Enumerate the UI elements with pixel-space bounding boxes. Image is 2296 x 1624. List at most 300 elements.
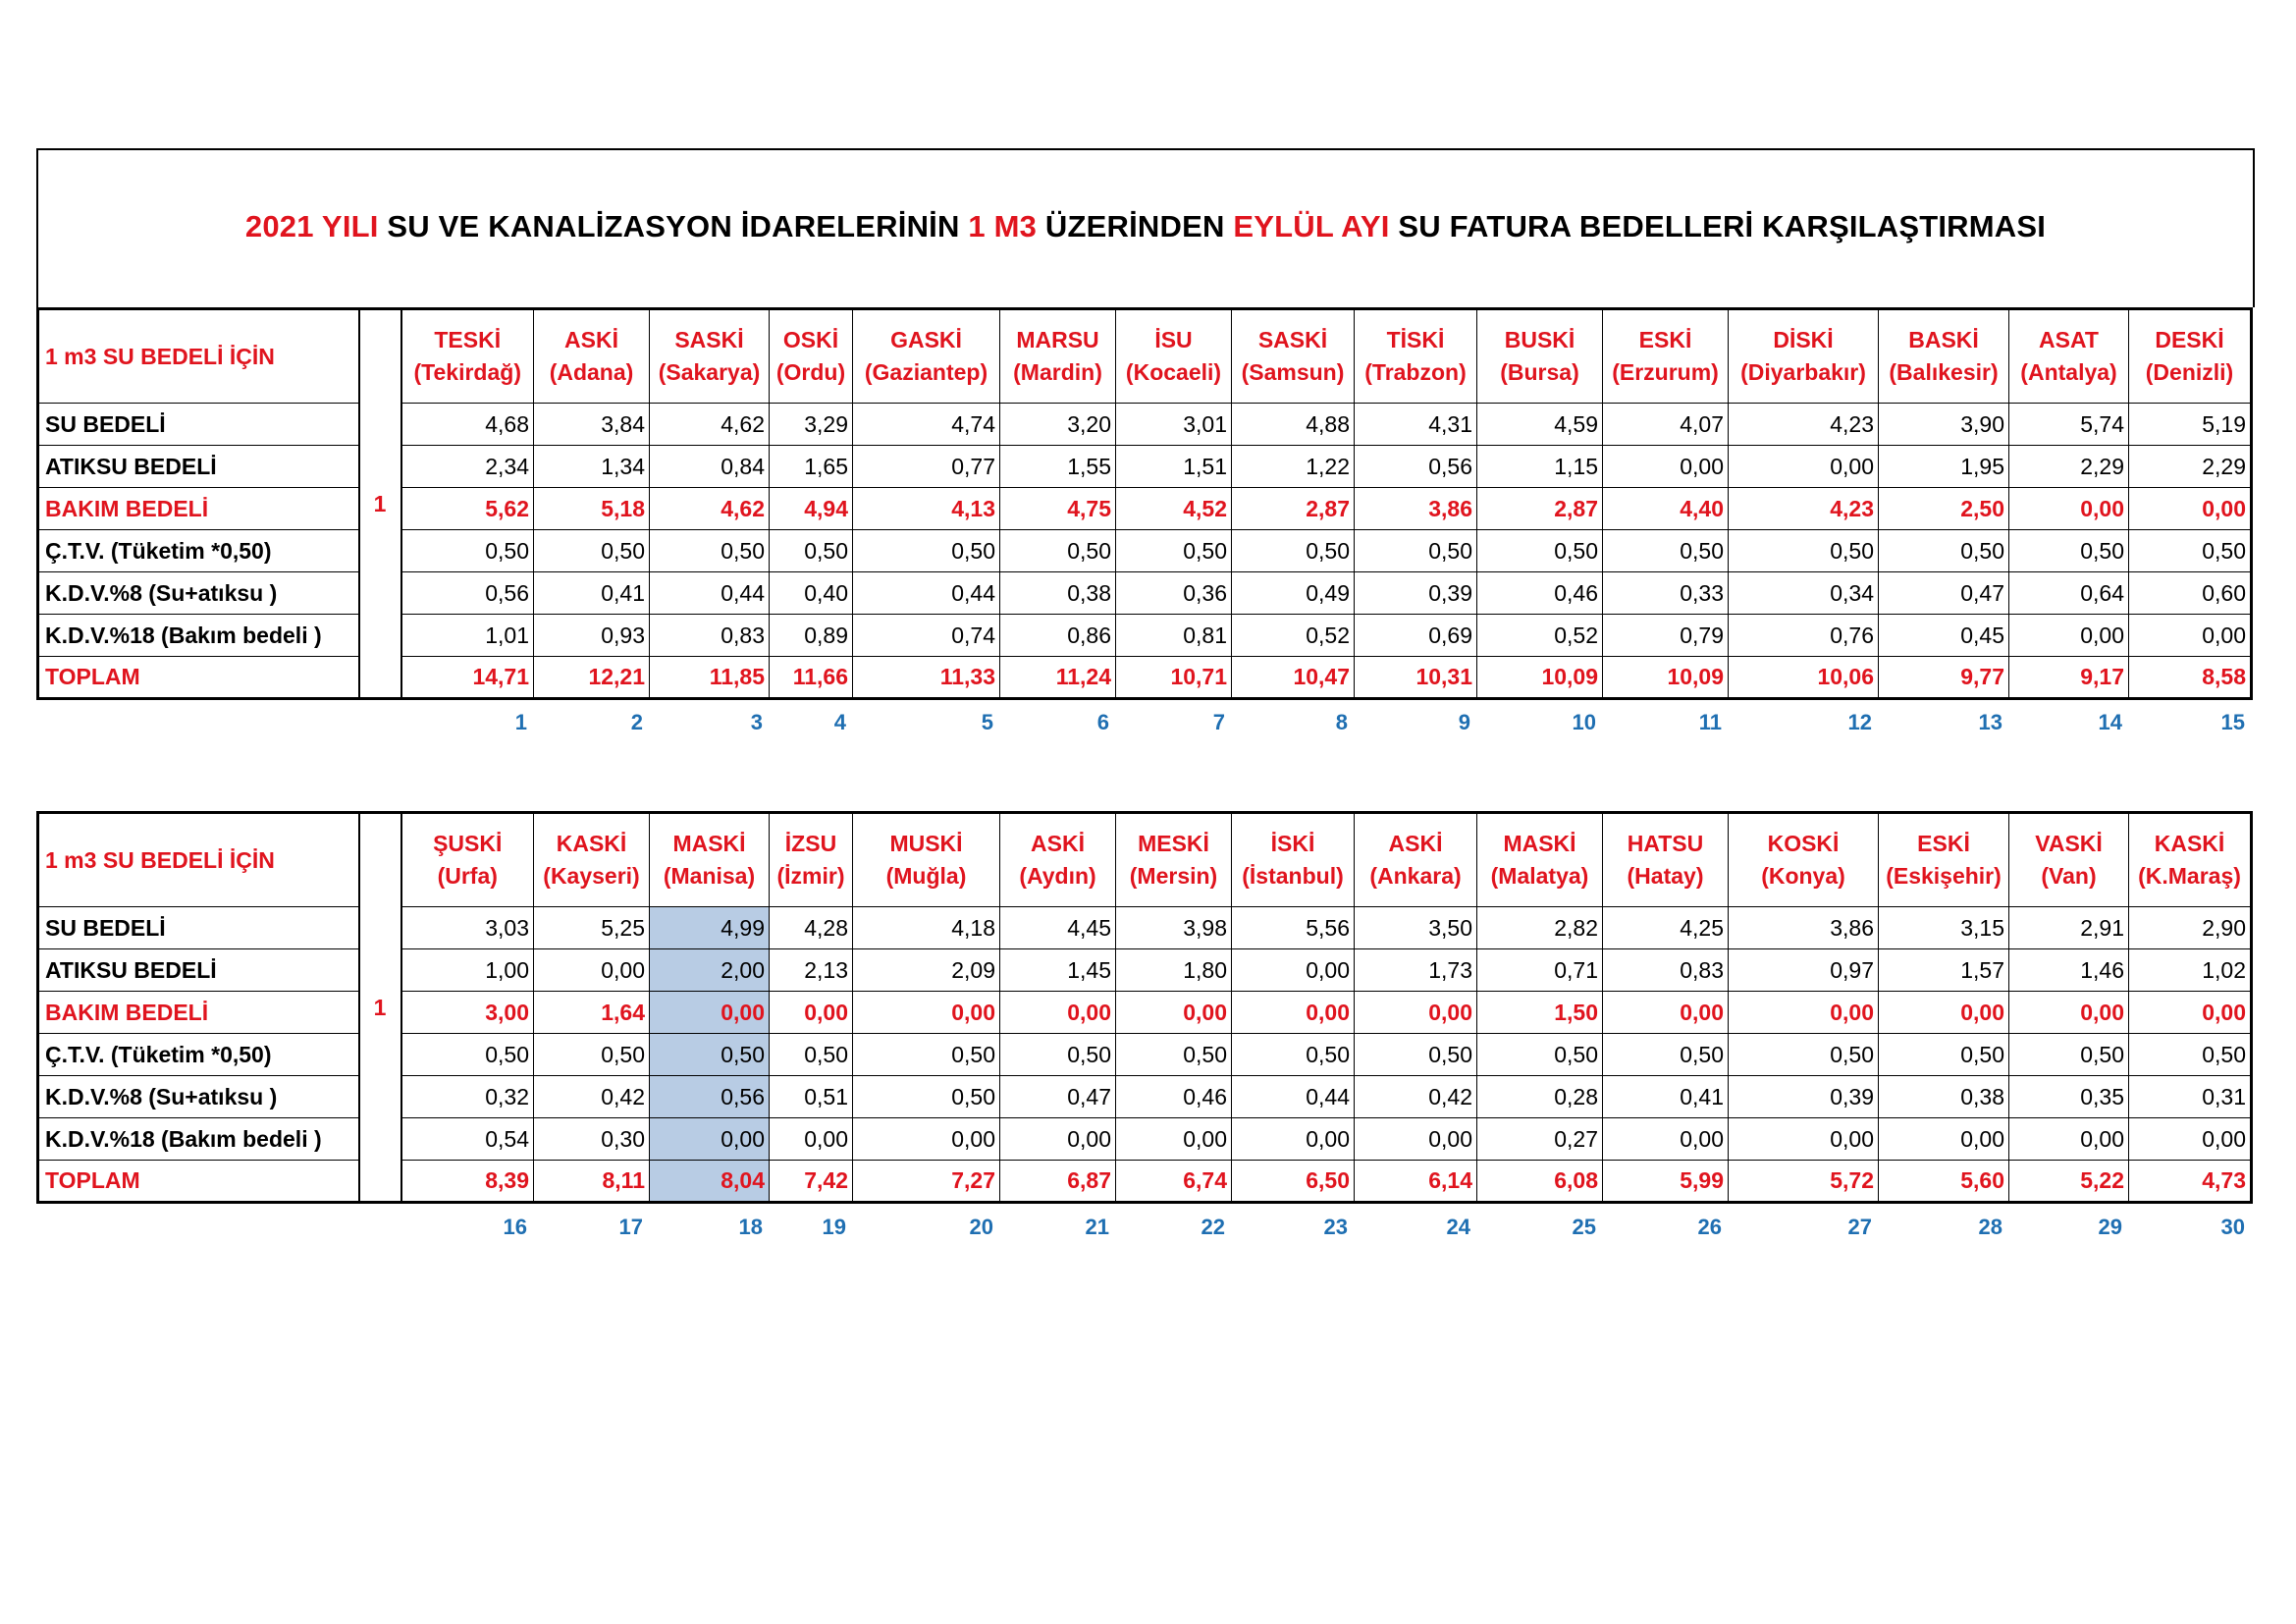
- title-month: EYLÜL AYI: [1233, 209, 1390, 244]
- column-header: [1355, 813, 1477, 907]
- rank-number: 14: [2098, 710, 2122, 734]
- utility-city: (Erzurum): [1612, 359, 1719, 385]
- utility-city: (Kocaeli): [1125, 359, 1222, 385]
- value-cell: 0,60: [2129, 572, 2252, 615]
- value-cell: 5,60: [1879, 1161, 2009, 1203]
- value-cell: 0,00: [1729, 446, 1879, 488]
- value-cell: 6,08: [1477, 1161, 1603, 1203]
- value-cell: 3,15: [1879, 907, 2009, 949]
- utility-city: (Manisa): [663, 863, 756, 889]
- value-cell: 2,29: [2129, 446, 2252, 488]
- value-cell: 0,71: [1477, 949, 1603, 992]
- value-cell: 0,32: [401, 1076, 534, 1118]
- row-label: SU BEDELİ: [38, 907, 359, 949]
- value-cell: 4,68: [401, 404, 534, 446]
- value-cell: 0,50: [1116, 1034, 1232, 1076]
- value-cell: 10,06: [1729, 657, 1879, 699]
- value-cell: 0,38: [1879, 1076, 2009, 1118]
- utility-city: (K.Maraş): [2138, 863, 2241, 889]
- value-cell: 0,00: [2009, 1118, 2129, 1161]
- value-cell: 3,90: [1879, 404, 2009, 446]
- column-header: [650, 309, 770, 404]
- utility-name: SASKİ: [674, 327, 744, 352]
- value-cell: 0,00: [1879, 992, 2009, 1034]
- value-cell: 0,50: [401, 1034, 534, 1076]
- utility-name: İZSU: [784, 831, 837, 856]
- column-header: [1879, 813, 2009, 907]
- value-cell: 0,54: [401, 1118, 534, 1161]
- value-cell: 0,50: [1879, 530, 2009, 572]
- value-cell: 0,69: [1355, 615, 1477, 657]
- rank-number: 12: [1847, 710, 1872, 734]
- column-header: [770, 309, 853, 404]
- header-label: 1 m3 SU BEDELİ İÇİN: [38, 813, 359, 907]
- utility-city: (Sakarya): [658, 359, 761, 385]
- value-cell: 0,36: [1116, 572, 1232, 615]
- value-cell: 0,00: [770, 1118, 853, 1161]
- rank-row-2: [400, 1215, 2250, 1240]
- utility-name: MARSU: [1016, 327, 1099, 352]
- row-label: BAKIM BEDELİ: [38, 992, 359, 1034]
- value-cell: 4,13: [853, 488, 1000, 530]
- column-header: [2129, 309, 2252, 404]
- title-unit: 1 M3: [968, 209, 1038, 244]
- value-cell: 8,04: [650, 1161, 770, 1203]
- value-cell: 1,65: [770, 446, 853, 488]
- value-cell: 0,00: [2129, 992, 2252, 1034]
- value-cell: 2,50: [1879, 488, 2009, 530]
- value-cell: 10,71: [1116, 657, 1232, 699]
- utility-city: (Tekirdağ): [413, 359, 521, 385]
- value-cell: 0,00: [853, 992, 1000, 1034]
- value-cell: 0,00: [650, 1118, 770, 1161]
- rank-number: 19: [822, 1215, 846, 1239]
- rank-number: 5: [981, 710, 993, 734]
- value-cell: 0,42: [1355, 1076, 1477, 1118]
- rank-number: 22: [1201, 1215, 1225, 1239]
- value-cell: 0,46: [1477, 572, 1603, 615]
- value-cell: 0,00: [2009, 488, 2129, 530]
- value-cell: 1,00: [401, 949, 534, 992]
- title-box: [36, 148, 2255, 307]
- title-year: 2021 YILI: [244, 209, 379, 244]
- utility-name: MASKİ: [672, 831, 746, 856]
- value-cell: 11,24: [1000, 657, 1116, 699]
- value-cell: 4,45: [1000, 907, 1116, 949]
- rank-number: 24: [1446, 1215, 1470, 1239]
- value-cell: 1,80: [1116, 949, 1232, 992]
- value-cell: 1,46: [2009, 949, 2129, 992]
- value-cell: 8,58: [2129, 657, 2252, 699]
- value-cell: 4,75: [1000, 488, 1116, 530]
- value-cell: 2,87: [1232, 488, 1355, 530]
- value-cell: 0,50: [853, 1034, 1000, 1076]
- value-cell: 0,81: [1116, 615, 1232, 657]
- utility-city: (Adana): [549, 359, 634, 385]
- rank-number: 1: [514, 710, 527, 734]
- utility-city: (Trabzon): [1364, 359, 1467, 385]
- value-cell: 5,19: [2129, 404, 2252, 446]
- utility-name: ASKİ: [1031, 831, 1085, 856]
- utility-name: ASAT: [2039, 327, 2099, 352]
- value-cell: 8,39: [401, 1161, 534, 1203]
- value-cell: 3,29: [770, 404, 853, 446]
- value-cell: 0,50: [770, 1034, 853, 1076]
- fatura-table-2: [36, 811, 2253, 1204]
- utility-name: ESKİ: [1917, 831, 1970, 856]
- value-cell: 1,64: [534, 992, 650, 1034]
- value-cell: 5,62: [401, 488, 534, 530]
- value-cell: 0,00: [534, 949, 650, 992]
- rank-number: 16: [503, 1215, 527, 1239]
- value-cell: 0,00: [1729, 992, 1879, 1034]
- utility-name: MESKİ: [1138, 831, 1209, 856]
- utility-city: (Konya): [1761, 863, 1845, 889]
- value-cell: 0,56: [650, 1076, 770, 1118]
- value-cell: 4,31: [1355, 404, 1477, 446]
- rank-number: 20: [969, 1215, 993, 1239]
- title-text-1: SU VE KANALİZASYON İDARELERİNİN: [378, 209, 969, 244]
- utility-city: (Aydın): [1019, 863, 1096, 889]
- value-cell: 5,25: [534, 907, 650, 949]
- utility-city: (Bursa): [1500, 359, 1579, 385]
- rank-number: 25: [1572, 1215, 1596, 1239]
- value-cell: 4,25: [1603, 907, 1729, 949]
- value-cell: 10,47: [1232, 657, 1355, 699]
- value-cell: 5,72: [1729, 1161, 1879, 1203]
- utility-city: (Ankara): [1369, 863, 1462, 889]
- page-title: [38, 209, 2253, 244]
- column-header: [401, 813, 534, 907]
- utility-name: TİSKİ: [1386, 327, 1445, 352]
- utility-city: (İstanbul): [1242, 863, 1344, 889]
- value-cell: 0,35: [2009, 1076, 2129, 1118]
- value-cell: 0,41: [1603, 1076, 1729, 1118]
- rank-number: 23: [1323, 1215, 1348, 1239]
- value-cell: 2,34: [401, 446, 534, 488]
- value-cell: 4,62: [650, 488, 770, 530]
- utility-city: (Hatay): [1627, 863, 1704, 889]
- value-cell: 2,13: [770, 949, 853, 992]
- rank-number: 11: [1698, 710, 1722, 734]
- value-cell: 4,18: [853, 907, 1000, 949]
- value-cell: 4,94: [770, 488, 853, 530]
- value-cell: 1,51: [1116, 446, 1232, 488]
- value-cell: 0,44: [650, 572, 770, 615]
- value-cell: 0,50: [853, 1076, 1000, 1118]
- utility-name: GASKİ: [890, 327, 962, 352]
- rank-number: 29: [2098, 1215, 2122, 1239]
- value-cell: 0,00: [770, 992, 853, 1034]
- value-cell: 0,31: [2129, 1076, 2252, 1118]
- value-cell: 0,00: [1603, 446, 1729, 488]
- value-cell: 4,62: [650, 404, 770, 446]
- utility-city: (Balıkesir): [1889, 359, 1999, 385]
- value-cell: 3,03: [401, 907, 534, 949]
- value-cell: 0,50: [1232, 1034, 1355, 1076]
- utility-city: (Muğla): [885, 863, 967, 889]
- value-cell: 0,34: [1729, 572, 1879, 615]
- value-cell: 10,09: [1477, 657, 1603, 699]
- utility-name: BASKİ: [1908, 327, 1979, 352]
- value-cell: 3,20: [1000, 404, 1116, 446]
- row-label: TOPLAM: [38, 1161, 359, 1203]
- rank-number: 18: [738, 1215, 763, 1239]
- utility-name: HATSU: [1627, 831, 1704, 856]
- rank-number: 21: [1085, 1215, 1109, 1239]
- row-label: SU BEDELİ: [38, 404, 359, 446]
- value-cell: 0,00: [1000, 992, 1116, 1034]
- value-cell: 0,50: [1729, 530, 1879, 572]
- value-cell: 0,00: [1116, 1118, 1232, 1161]
- column-header: [1729, 813, 1879, 907]
- column-header: [1477, 309, 1603, 404]
- value-cell: 0,50: [534, 1034, 650, 1076]
- column-header: [853, 813, 1000, 907]
- column-header: [1116, 813, 1232, 907]
- utility-name: İSU: [1154, 327, 1193, 352]
- value-cell: 1,73: [1355, 949, 1477, 992]
- column-header: [2009, 813, 2129, 907]
- value-cell: 0,00: [1000, 1118, 1116, 1161]
- value-cell: 0,00: [650, 992, 770, 1034]
- value-cell: 0,50: [650, 530, 770, 572]
- header-row: [38, 309, 2252, 404]
- value-cell: 1,02: [2129, 949, 2252, 992]
- value-cell: 0,00: [1879, 1118, 2009, 1161]
- value-cell: 9,77: [1879, 657, 2009, 699]
- header-label: 1 m3 SU BEDELİ İÇİN: [38, 309, 359, 404]
- value-cell: 0,39: [1355, 572, 1477, 615]
- value-cell: 0,33: [1603, 572, 1729, 615]
- value-cell: 0,52: [1477, 615, 1603, 657]
- value-cell: 0,50: [1000, 1034, 1116, 1076]
- utility-city: (Kayseri): [543, 863, 640, 889]
- row-label: Ç.T.V. (Tüketim *0,50): [38, 530, 359, 572]
- value-cell: 0,79: [1603, 615, 1729, 657]
- column-header: [534, 813, 650, 907]
- column-header: [2009, 309, 2129, 404]
- value-cell: 0,00: [2129, 1118, 2252, 1161]
- utility-city: (Urfa): [437, 863, 498, 889]
- value-cell: 0,00: [1603, 992, 1729, 1034]
- value-cell: 0,50: [770, 530, 853, 572]
- value-cell: 0,42: [534, 1076, 650, 1118]
- value-cell: 10,09: [1603, 657, 1729, 699]
- rank-number: 4: [833, 710, 846, 734]
- row-label: K.D.V.%8 (Su+atıksu ): [38, 1076, 359, 1118]
- group-number: 1: [359, 309, 401, 699]
- value-cell: 11,33: [853, 657, 1000, 699]
- value-cell: 6,74: [1116, 1161, 1232, 1203]
- value-cell: 11,85: [650, 657, 770, 699]
- value-cell: 0,50: [1603, 530, 1729, 572]
- value-cell: 0,00: [2009, 615, 2129, 657]
- column-header: [2129, 813, 2252, 907]
- value-cell: 5,99: [1603, 1161, 1729, 1203]
- rank-number: 2: [630, 710, 643, 734]
- utility-name: DESKİ: [2155, 327, 2224, 352]
- value-cell: 0,50: [650, 1034, 770, 1076]
- value-cell: 0,44: [853, 572, 1000, 615]
- row-label: TOPLAM: [38, 657, 359, 699]
- value-cell: 0,50: [2009, 1034, 2129, 1076]
- value-cell: 0,28: [1477, 1076, 1603, 1118]
- utility-city: (Samsun): [1241, 359, 1345, 385]
- value-cell: 0,83: [650, 615, 770, 657]
- value-cell: 7,42: [770, 1161, 853, 1203]
- column-header: [1355, 309, 1477, 404]
- utility-name: KOSKİ: [1767, 831, 1840, 856]
- column-header: [1000, 309, 1116, 404]
- value-cell: 0,84: [650, 446, 770, 488]
- value-cell: 1,45: [1000, 949, 1116, 992]
- column-header: [770, 813, 853, 907]
- value-cell: 4,99: [650, 907, 770, 949]
- value-cell: 0,47: [1879, 572, 2009, 615]
- value-cell: 4,59: [1477, 404, 1603, 446]
- utility-name: TESKİ: [434, 327, 502, 352]
- utility-city: (Antalya): [2020, 359, 2117, 385]
- value-cell: 0,50: [2129, 1034, 2252, 1076]
- value-cell: 3,00: [401, 992, 534, 1034]
- value-cell: 0,50: [2129, 530, 2252, 572]
- value-cell: 3,01: [1116, 404, 1232, 446]
- row-label: K.D.V.%8 (Su+atıksu ): [38, 572, 359, 615]
- value-cell: 6,14: [1355, 1161, 1477, 1203]
- value-cell: 0,00: [1603, 1118, 1729, 1161]
- value-cell: 3,50: [1355, 907, 1477, 949]
- rank-row-1: [400, 710, 2250, 735]
- value-cell: 0,00: [1355, 992, 1477, 1034]
- value-cell: 0,50: [1729, 1034, 1879, 1076]
- utility-name: VASKİ: [2035, 831, 2103, 856]
- value-cell: 1,22: [1232, 446, 1355, 488]
- value-cell: 5,74: [2009, 404, 2129, 446]
- value-cell: 0,50: [1477, 1034, 1603, 1076]
- row-label: ATIKSU BEDELİ: [38, 949, 359, 992]
- value-cell: 0,39: [1729, 1076, 1879, 1118]
- value-cell: 0,00: [1116, 992, 1232, 1034]
- rank-number: 8: [1335, 710, 1348, 734]
- value-cell: 0,50: [1232, 530, 1355, 572]
- utility-name: ESKİ: [1638, 327, 1692, 352]
- value-cell: 14,71: [401, 657, 534, 699]
- value-cell: 1,57: [1879, 949, 2009, 992]
- value-cell: 0,97: [1729, 949, 1879, 992]
- value-cell: 0,50: [2009, 530, 2129, 572]
- column-header: [1000, 813, 1116, 907]
- value-cell: 0,00: [853, 1118, 1000, 1161]
- utility-name: MASKİ: [1503, 831, 1576, 856]
- value-cell: 0,30: [534, 1118, 650, 1161]
- value-cell: 6,87: [1000, 1161, 1116, 1203]
- utility-city: (Denizli): [2145, 359, 2234, 385]
- value-cell: 2,82: [1477, 907, 1603, 949]
- rank-number: 7: [1212, 710, 1225, 734]
- title-text-2: ÜZERİNDEN: [1037, 209, 1234, 244]
- value-cell: 2,90: [2129, 907, 2252, 949]
- value-cell: 0,50: [401, 530, 534, 572]
- column-header: [1603, 813, 1729, 907]
- value-cell: 0,50: [534, 530, 650, 572]
- utility-city: (İzmir): [776, 863, 845, 889]
- utility-city: (Van): [2041, 863, 2097, 889]
- value-cell: 0,00: [1232, 949, 1355, 992]
- value-cell: 1,01: [401, 615, 534, 657]
- row-label: K.D.V.%18 (Bakım bedeli ): [38, 1118, 359, 1161]
- column-header: [1603, 309, 1729, 404]
- rank-number: 6: [1096, 710, 1109, 734]
- value-cell: 0,00: [2129, 615, 2252, 657]
- value-cell: 4,40: [1603, 488, 1729, 530]
- utility-city: (Eskişehir): [1886, 863, 2002, 889]
- value-cell: 1,55: [1000, 446, 1116, 488]
- value-cell: 11,66: [770, 657, 853, 699]
- value-cell: 0,50: [1355, 530, 1477, 572]
- rank-number: 30: [2220, 1215, 2245, 1239]
- value-cell: 12,21: [534, 657, 650, 699]
- utility-city: (Gaziantep): [864, 359, 988, 385]
- value-cell: 0,49: [1232, 572, 1355, 615]
- value-cell: 0,93: [534, 615, 650, 657]
- value-cell: 4,07: [1603, 404, 1729, 446]
- value-cell: 0,00: [1232, 1118, 1355, 1161]
- value-cell: 0,86: [1000, 615, 1116, 657]
- value-cell: 4,52: [1116, 488, 1232, 530]
- value-cell: 0,74: [853, 615, 1000, 657]
- row-label: K.D.V.%18 (Bakım bedeli ): [38, 615, 359, 657]
- utility-name: BUSKİ: [1504, 327, 1575, 352]
- column-header: [1879, 309, 2009, 404]
- utility-city: (Malatya): [1490, 863, 1589, 889]
- utility-city: (Mersin): [1129, 863, 1218, 889]
- value-cell: 3,98: [1116, 907, 1232, 949]
- utility-name: ASKİ: [564, 327, 618, 352]
- value-cell: 5,22: [2009, 1161, 2129, 1203]
- value-cell: 0,00: [2129, 488, 2252, 530]
- value-cell: 3,86: [1355, 488, 1477, 530]
- value-cell: 6,50: [1232, 1161, 1355, 1203]
- value-cell: 0,56: [401, 572, 534, 615]
- value-cell: 2,29: [2009, 446, 2129, 488]
- value-cell: 3,84: [534, 404, 650, 446]
- rank-number: 3: [750, 710, 763, 734]
- column-header: [1232, 813, 1355, 907]
- utility-name: SASKİ: [1257, 327, 1328, 352]
- value-cell: 0,77: [853, 446, 1000, 488]
- value-cell: 8,11: [534, 1161, 650, 1203]
- column-header: [1477, 813, 1603, 907]
- row-label: ATIKSU BEDELİ: [38, 446, 359, 488]
- value-cell: 0,51: [770, 1076, 853, 1118]
- value-cell: 0,56: [1355, 446, 1477, 488]
- rank-number: 28: [1978, 1215, 2002, 1239]
- value-cell: 4,88: [1232, 404, 1355, 446]
- value-cell: 0,50: [1355, 1034, 1477, 1076]
- value-cell: 0,27: [1477, 1118, 1603, 1161]
- value-cell: 0,46: [1116, 1076, 1232, 1118]
- value-cell: 2,00: [650, 949, 770, 992]
- rank-number: 17: [618, 1215, 643, 1239]
- column-header: [853, 309, 1000, 404]
- row-label: BAKIM BEDELİ: [38, 488, 359, 530]
- utility-city: (Ordu): [775, 359, 846, 385]
- group-number: 1: [359, 813, 401, 1203]
- value-cell: 0,40: [770, 572, 853, 615]
- title-text-3: SU FATURA BEDELLERİ KARŞILAŞTIRMASI: [1389, 209, 2047, 244]
- rank-number: 9: [1458, 710, 1470, 734]
